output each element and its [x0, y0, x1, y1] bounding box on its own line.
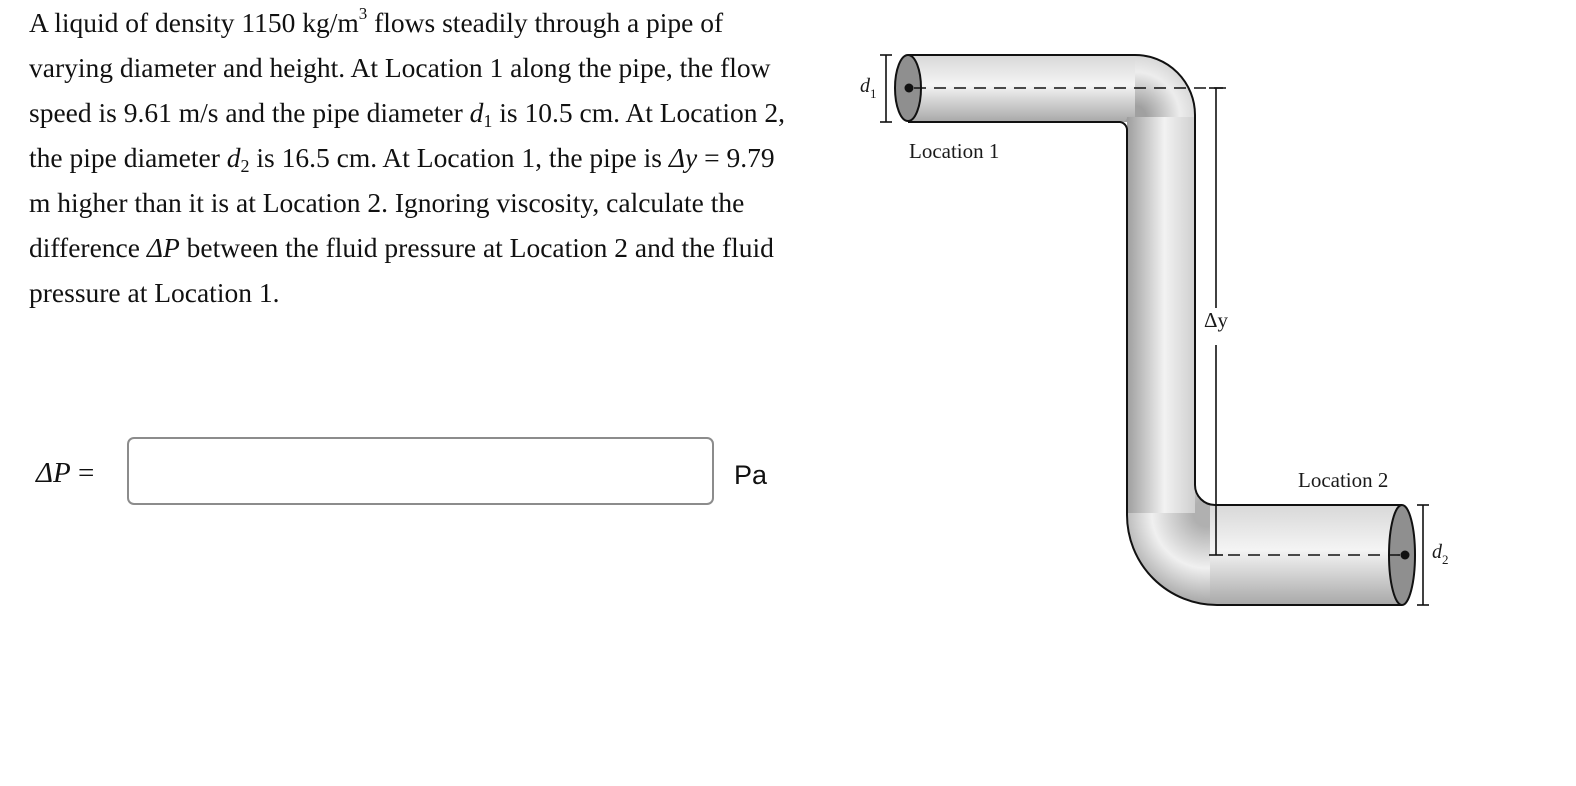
problem-text-6: between the fluid pressure at Location 2 and the fluid pressure at Location 1. — [29, 232, 774, 308]
answer-input[interactable] — [127, 437, 714, 505]
density-exponent: 3 — [358, 4, 368, 23]
problem-text-4: is 16.5 cm. At Location 1, the pipe is — [249, 142, 669, 173]
location-2-label: Location 2 — [1298, 468, 1389, 492]
d1-subscript: 1 — [483, 111, 493, 131]
d1-label-subscript: 1 — [870, 86, 877, 101]
d1-variable: d — [469, 97, 484, 128]
answer-variable: ΔP — [36, 457, 71, 489]
pipe-diagram — [850, 40, 1460, 620]
location-1-label: Location 1 — [909, 139, 1000, 163]
d1-label: $d_1$ — [860, 75, 877, 101]
answer-equals: = — [70, 457, 95, 489]
center-dot-2 — [1401, 551, 1410, 560]
d2-subscript: 2 — [240, 156, 250, 176]
d2-variable: d — [226, 142, 241, 173]
problem-text-3: is 10.5 cm. At Location 2, the pipe diameter — [29, 97, 785, 173]
d2-label-subscript: 2 — [1442, 552, 1449, 567]
center-dot-1 — [905, 84, 914, 93]
problem-text-5: = 9.79 m higher than it is at Location 2. Ignoring viscosity, calculate the difference — [29, 142, 775, 263]
answer-label — [36, 457, 94, 489]
problem-text-2: flows steadily through a pipe of varying diameter and height. At Location 1 along the pipe, the flow speed is 9.61 m/s and the pipe diameter — [29, 7, 771, 128]
dp-variable: ΔP — [146, 232, 180, 263]
d2-label: $d_2$ — [1432, 541, 1449, 567]
problem-statement — [29, 0, 789, 315]
answer-unit: Pa — [734, 460, 768, 490]
dy-variable: Δy — [668, 142, 698, 173]
pipe-body — [895, 55, 1415, 605]
answer-row — [36, 437, 776, 509]
problem-text-1: A liquid of density 1150 kg/m — [29, 7, 359, 38]
pipe-segment-vertical — [1127, 117, 1195, 513]
dy-label: Δy — [1204, 308, 1229, 332]
